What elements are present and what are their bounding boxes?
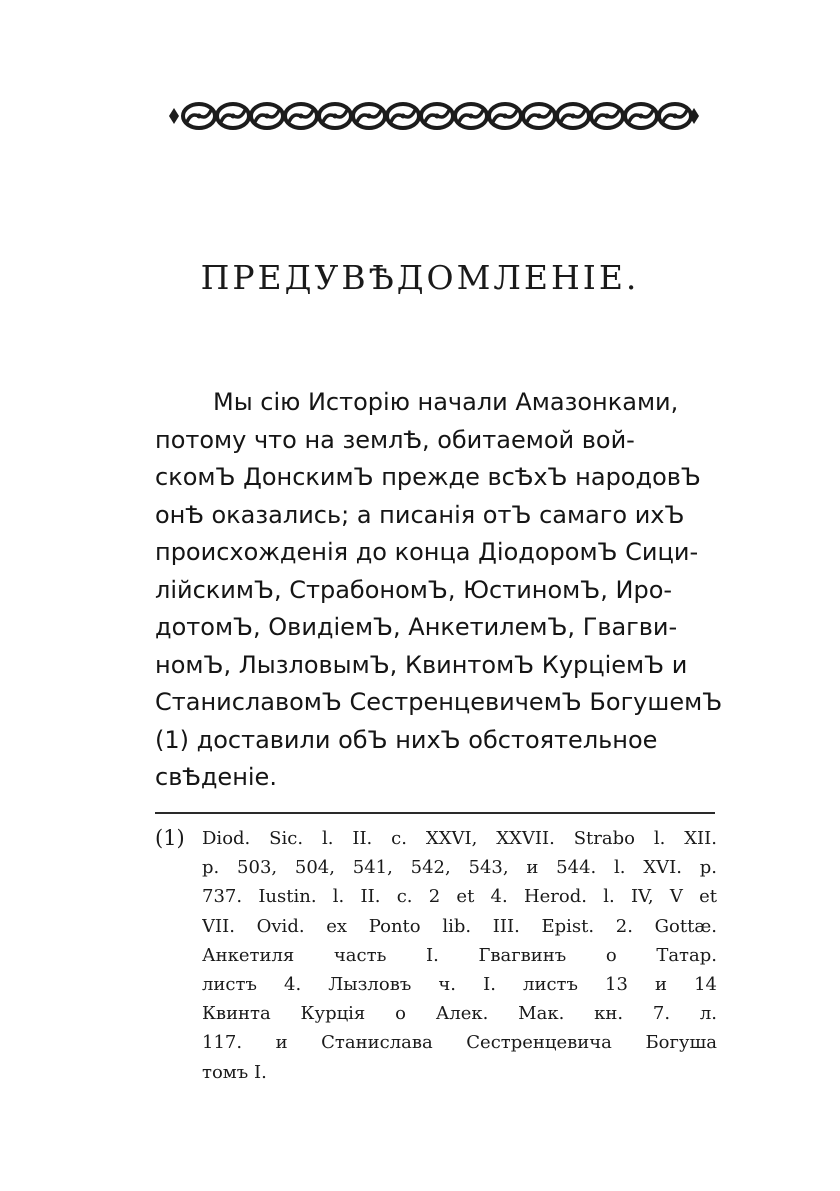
body-line: лійскимЪ, СтрабономЪ, ЮстиномЪ, Иро-	[155, 575, 673, 604]
body-paragraph	[155, 384, 725, 797]
footnote-line: 117. и Станислава Сестренцевича Богуша	[202, 1032, 717, 1054]
ornament-link	[489, 104, 521, 128]
ornament-end-cap	[169, 108, 179, 124]
body-line: (1) доставили обЪ нихЪ обстоятельное	[155, 725, 658, 754]
footnote-line: p. 503, 504, 541, 542, 543, и 544. l. XVI. p.	[202, 857, 717, 879]
body-line: номЪ, ЛызловымЪ, КвинтомЪ КурціемЪ и	[155, 650, 688, 679]
ornament-link	[319, 104, 351, 128]
ornament-link	[251, 104, 283, 128]
ornament-link	[659, 104, 691, 128]
page-title: ПРЕДУВѢДОМЛЕНІЕ.	[200, 258, 640, 297]
body-line: онѢ оказались; а писанія отЪ самаго ихЪ	[155, 500, 685, 529]
ornament-link	[625, 104, 657, 128]
body-line: потому что на землѢ, обитаемой вой-	[155, 425, 635, 454]
ornament-link	[455, 104, 487, 128]
footnote-line: томъ I.	[202, 1061, 267, 1083]
ornament-link	[557, 104, 589, 128]
ornament-link	[353, 104, 385, 128]
ornament-link	[421, 104, 453, 128]
footnote-text	[202, 824, 717, 1087]
footnote-line: Анкетиля часть I. Гвагвинъ о Татар.	[202, 944, 717, 966]
footnote-divider	[155, 812, 715, 814]
footnote-marker: (1)	[155, 826, 185, 850]
body-line: СтаниславомЪ СестренцевичемЪ БогушемЪ	[155, 688, 723, 716]
body-line: дотомЪ, ОвидіемЪ, АнкетилемЪ, Гвагви-	[155, 613, 678, 641]
ornament-link	[523, 104, 555, 128]
footnote-line: 737. Iustin. l. II. c. 2 et 4. Herod. l. IV, V et	[202, 886, 717, 908]
ornament-link	[387, 104, 419, 128]
ornament-link	[183, 104, 215, 128]
ornament-link	[217, 104, 249, 128]
ornament-link	[285, 104, 317, 128]
ornament-link	[591, 104, 623, 128]
footnote-line: листъ 4. Лызловъ ч. I. листъ 13 и 14	[202, 973, 717, 995]
body-line: скомЪ ДонскимЪ прежде всѢхЪ народовЪ	[155, 463, 701, 491]
body-line: происхожденія до конца ДіодоромЪ Сици-	[155, 538, 699, 566]
footnote-line: Diod. Sic. l. II. c. XXVI, XXVII. Strabo l. XII.	[202, 828, 717, 849]
body-line: Мы сію Исторію начали Амазонками,	[213, 388, 679, 416]
body-line: свѢденіе.	[155, 763, 277, 791]
footnote-line: Квинта Курція о Алек. Мак. кн. 7. л.	[202, 1003, 717, 1025]
decorative-headpiece-ornament	[168, 98, 700, 134]
footnote-line: VII. Ovid. ex Ponto lib. III. Epist. 2. Gottæ.	[202, 915, 717, 937]
